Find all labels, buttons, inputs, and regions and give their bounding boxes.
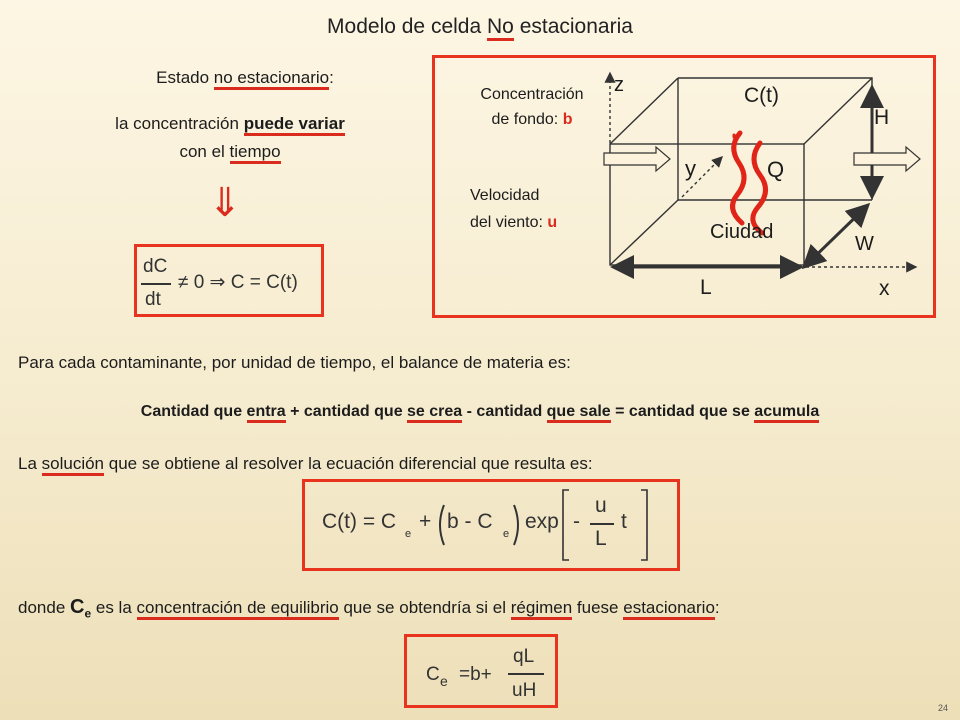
eq3-den: uH xyxy=(512,680,537,701)
eq1-rest: ≠ 0 ⇒ C = C(t) xyxy=(178,272,298,293)
background-concentration-label: Concentración de fondo: b xyxy=(480,86,584,128)
eq1-denominator: dt xyxy=(145,289,161,310)
eq3-eq-b-plus: =b+ xyxy=(459,664,492,685)
eq2-fraction-line xyxy=(590,523,614,525)
emission-q-label: Q xyxy=(767,157,785,182)
emission-squiggles xyxy=(733,133,766,233)
eq2-sub-e1: e xyxy=(405,528,412,540)
length-label: L xyxy=(700,276,712,299)
solution-intro: La solución que se obtiene al resolver la ecuación diferencial que resulta es: xyxy=(18,454,593,474)
estado-heading: Estado no estacionario: xyxy=(60,68,430,88)
eq3-num: qL xyxy=(513,646,535,667)
city-label: Ciudad xyxy=(710,221,774,243)
equilibrium-intro: donde $C_e$ es la concentración de equilibrio que se obtendría si el régimen fuese estacionario: xyxy=(18,596,720,621)
slide-title xyxy=(0,15,960,39)
page-number: 24 xyxy=(938,703,949,713)
eq3-fraction-line xyxy=(508,673,544,675)
y-label: y xyxy=(685,156,696,181)
eq2-plus: + xyxy=(419,510,432,533)
title-text-post: estacionaria xyxy=(513,15,633,38)
concentration-ct-label: C(t) xyxy=(744,84,779,107)
mass-balance-statement: Cantidad que entra + cantidad que se crea - cantidad que sale = cantidad que se acumula xyxy=(0,403,960,421)
height-label: H xyxy=(874,106,890,129)
x-label: x xyxy=(879,277,890,300)
variation-line-2: con el tiempo xyxy=(45,142,415,162)
eq2-num-u: u xyxy=(595,494,607,517)
z-label: z xyxy=(614,74,624,96)
eq2-t: t xyxy=(621,510,627,533)
eq2-left: C(t) = C xyxy=(322,510,397,533)
eq2-sub-e2: e xyxy=(503,528,510,540)
title-text-no: No xyxy=(487,15,514,41)
wind-out-arrow xyxy=(854,147,920,171)
eq2-b-minus-c: b - C xyxy=(447,510,493,533)
wind-velocity-label: Velocidad del viento: u xyxy=(470,187,558,231)
eq2-den-l: L xyxy=(595,527,607,550)
variation-line-1: la concentración puede variar xyxy=(45,114,415,134)
eq2-exp: exp xyxy=(525,510,559,533)
wind-in-arrow xyxy=(604,147,670,171)
balance-intro: Para cada contaminante, por unidad de tiempo, el balance de materia es: xyxy=(18,353,571,372)
eq3-sub-e: e xyxy=(440,673,448,689)
eq1-fraction-line xyxy=(141,283,171,285)
eq3-c: C xyxy=(426,664,440,685)
eq2-minus: - xyxy=(573,510,580,533)
title-text-pre: Modelo de celda xyxy=(327,15,487,38)
width-label: W xyxy=(855,233,874,255)
eq1-numerator: dC xyxy=(143,256,168,277)
down-double-arrow: ⇓ xyxy=(208,181,242,225)
